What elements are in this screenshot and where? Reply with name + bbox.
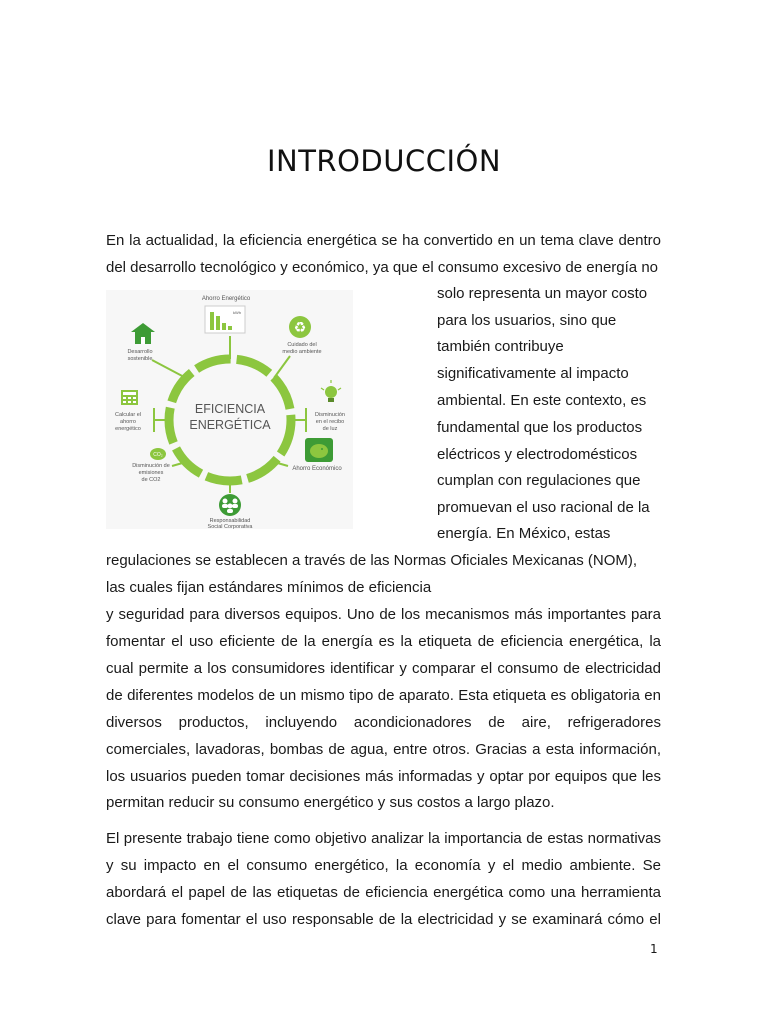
page-title: INTRODUCCIÓN — [266, 144, 502, 178]
body-line: En la actualidad, la eficiencia energética se ha convertido en un tema clave dentro — [106, 232, 661, 249]
diagram-graphic — [106, 290, 353, 529]
label-recibo-2: en el recibo — [315, 419, 345, 425]
body-line: para los usuarios, sino que — [437, 312, 617, 329]
body-line: del desarrollo tecnológico y económico, ya que el consumo excesivo de energía no — [106, 259, 658, 276]
body-line: fundamental que los productos — [437, 419, 643, 436]
recycle-icon — [289, 316, 311, 338]
body-line: fomentar el uso eficiente de la energía es la etiqueta de eficiencia energética, la — [106, 633, 661, 650]
label-desarrollo-2: sostenible — [127, 356, 153, 362]
body-line: permitan reducir su consumo energético y sus costos a largo plazo. — [106, 794, 555, 811]
calculator-icon — [121, 390, 138, 405]
body-line: clave para fomentar el uso responsable de la electricidad y se examinará cómo el — [106, 911, 661, 928]
people-icon — [219, 494, 241, 516]
label-calcular-1: Calcular el — [115, 412, 141, 418]
body-line: abordará el papel de las etiquetas de eficiencia energética como una herramienta — [106, 884, 661, 901]
svg-text:♻: ♻ — [293, 320, 307, 336]
bar-chart-icon — [205, 306, 245, 333]
body-line: las cuales fijan estándares mínimos de eficiencia — [106, 579, 432, 596]
center-line-2: ENERGÉTICA — [189, 418, 271, 432]
body-line: de diferentes modelos de un mismo tipo de aparato. Esta etiqueta es obligatoria en — [106, 687, 661, 704]
piggy-bank-icon — [305, 438, 333, 462]
lightbulb-icon — [321, 380, 341, 402]
label-recibo-1: Disminución — [315, 412, 345, 418]
label-recibo-3: de luz — [322, 426, 338, 432]
body-line: cual permite a los consumidores identificar y comparar el consumo de electricidad — [106, 660, 661, 677]
body-line: comerciales, lavadoras, bombas de agua, entre otros. Gracias a esta información, — [106, 741, 661, 758]
body-line: cumplan con regulaciones que — [437, 472, 641, 489]
label-calcular-2: ahorro — [120, 419, 136, 425]
label-responsabilidad-1: Responsabilidad — [209, 518, 251, 524]
body-line: regulaciones se establecen a través de las Normas Oficiales Mexicanas (NOM), — [106, 552, 638, 569]
body-line: y su impacto en el consumo energético, la economía y el medio ambiente. Se — [106, 857, 661, 874]
label-cuidado-2: medio ambiente — [282, 349, 322, 355]
body-line: y seguridad para diversos equipos. Uno de los mecanismos más importantes para — [106, 606, 661, 623]
label-desarrollo-1: Desarrollo — [127, 349, 153, 355]
label-cuidado-1: Cuidado del — [287, 342, 317, 348]
label-co2-3: de CO2 — [141, 477, 161, 483]
center-line-1: EFICIENCIA — [194, 402, 266, 416]
body-line: solo representa un mayor costo — [437, 285, 648, 302]
body-line: diversos productos, incluyendo acondicionadores de aire, refrigeradores — [106, 714, 661, 731]
energy-efficiency-diagram — [106, 290, 353, 529]
body-line: energía. En México, estas — [437, 525, 611, 542]
co2-cloud-icon — [150, 448, 166, 460]
label-calcular-3: energético — [115, 426, 141, 432]
label-co2-2: emisiones — [138, 470, 164, 476]
label-responsabilidad-2: Social Corporativa — [207, 524, 253, 529]
body-line: eléctricos y electrodomésticos — [437, 446, 638, 463]
svg-text:kWh: kWh — [233, 310, 241, 315]
body-line: significativamente al impacto — [437, 365, 629, 382]
svg-text:CO₂: CO₂ — [153, 452, 163, 458]
body-line: también contribuye — [437, 338, 564, 355]
body-line: El presente trabajo tiene como objetivo analizar la importancia de estas normativas — [106, 830, 661, 847]
label-ahorro-economico: Ahorro Económico — [292, 466, 342, 472]
label-co2-1: Disminución de — [132, 463, 170, 469]
body-line: los usuarios pueden tomar decisiones más informadas y optar por equipos que les — [106, 768, 661, 785]
body-line: ambiental. En este contexto, es — [437, 392, 647, 409]
body-line: promuevan el uso racional de la — [437, 499, 650, 516]
label-ahorro-energetico: Ahorro Energético — [201, 296, 251, 302]
page-number: 1 — [650, 942, 658, 956]
house-icon — [131, 323, 155, 344]
